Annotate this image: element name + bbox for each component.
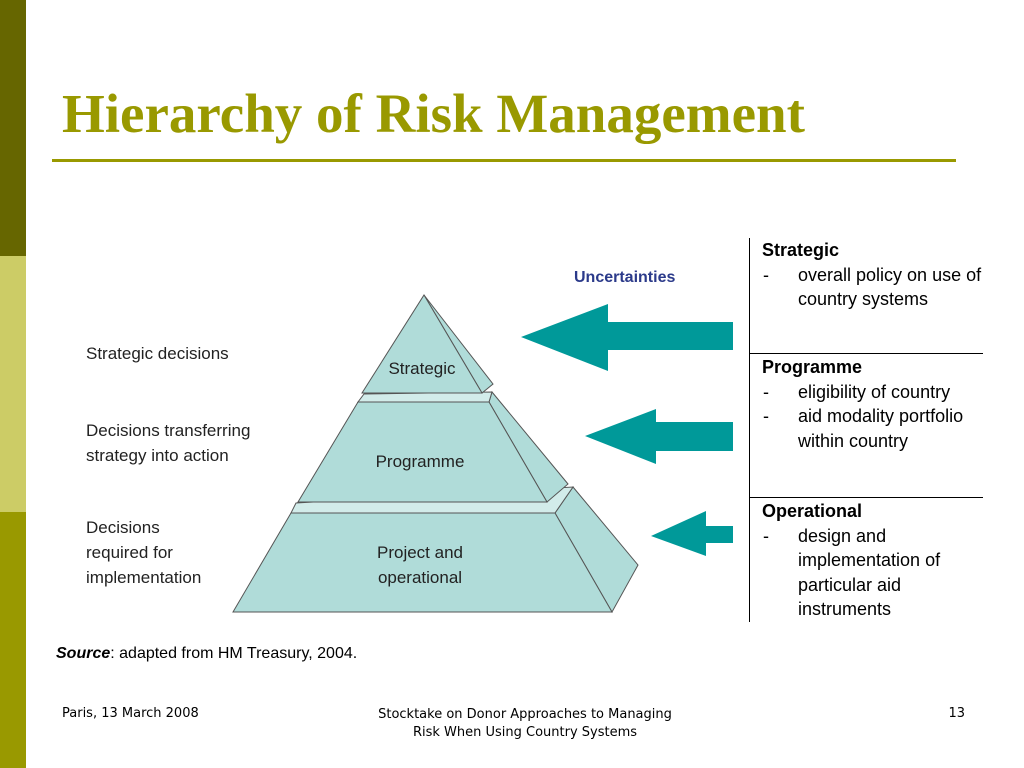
left-label-implementation-line2: required for [86,543,173,562]
left-label-implementation-line3: implementation [86,568,202,587]
uncertainties-label: Uncertainties [574,269,676,286]
sidebar-decoration [0,0,26,768]
footer-title-line1: Stocktake on Donor Approaches to Managing [378,707,672,722]
pyramid-label-operational-line2: operational [377,568,463,587]
level-item: - eligibility of country [747,380,987,405]
level-items [747,263,987,312]
uncertainty-arrow-programme [585,409,733,464]
left-label-programme-line2: strategy into action [86,446,229,465]
level-item: - overall policy on use of country systems [747,263,987,312]
sidebar-band-dark [0,0,26,256]
title-underline [52,159,956,162]
slide-title: Hierarchy of Risk Management [62,83,805,144]
sidebar-band-medium [0,512,26,768]
source-text: : adapted from HM Treasury, 2004. [110,645,358,662]
levels-divider-2 [750,497,983,498]
left-label-implementation-line1: Decisions [86,518,160,537]
risk-hierarchy-diagram [60,260,750,640]
footer-presentation-title [340,706,710,742]
pyramid-label-operational-line1: Project and [377,543,463,562]
pyramid-label-strategic: Strategic [388,359,456,378]
level-heading: Strategic [762,240,840,260]
level-item: - design and implementation of particular aid instruments [747,524,987,622]
left-label-programme-line1: Decisions transferring [86,421,251,440]
level-heading: Operational [762,501,863,521]
source-label: Source [56,645,111,662]
level-programme [747,355,987,453]
pyramid-top-front [362,295,482,393]
level-operational [747,499,987,622]
footer-page-number: 13 [948,706,965,721]
uncertainty-arrow-operational [651,511,733,556]
level-item: - aid modality portfolio within country [747,404,987,453]
left-label-strategic: Strategic decisions [86,344,229,363]
level-heading: Programme [762,357,863,377]
level-items [747,524,987,622]
uncertainty-arrow-strategic [521,304,733,371]
sidebar-band-light [0,256,26,512]
level-items [747,380,987,454]
footer-date-location: Paris, 13 March 2008 [62,706,199,721]
pyramid-label-programme: Programme [375,452,465,471]
level-strategic [747,238,987,312]
pyramid-bottom-front [233,513,612,612]
footer-title-line2: Risk When Using Country Systems [412,725,638,740]
levels-divider-1 [750,353,983,354]
source-note [56,645,357,663]
